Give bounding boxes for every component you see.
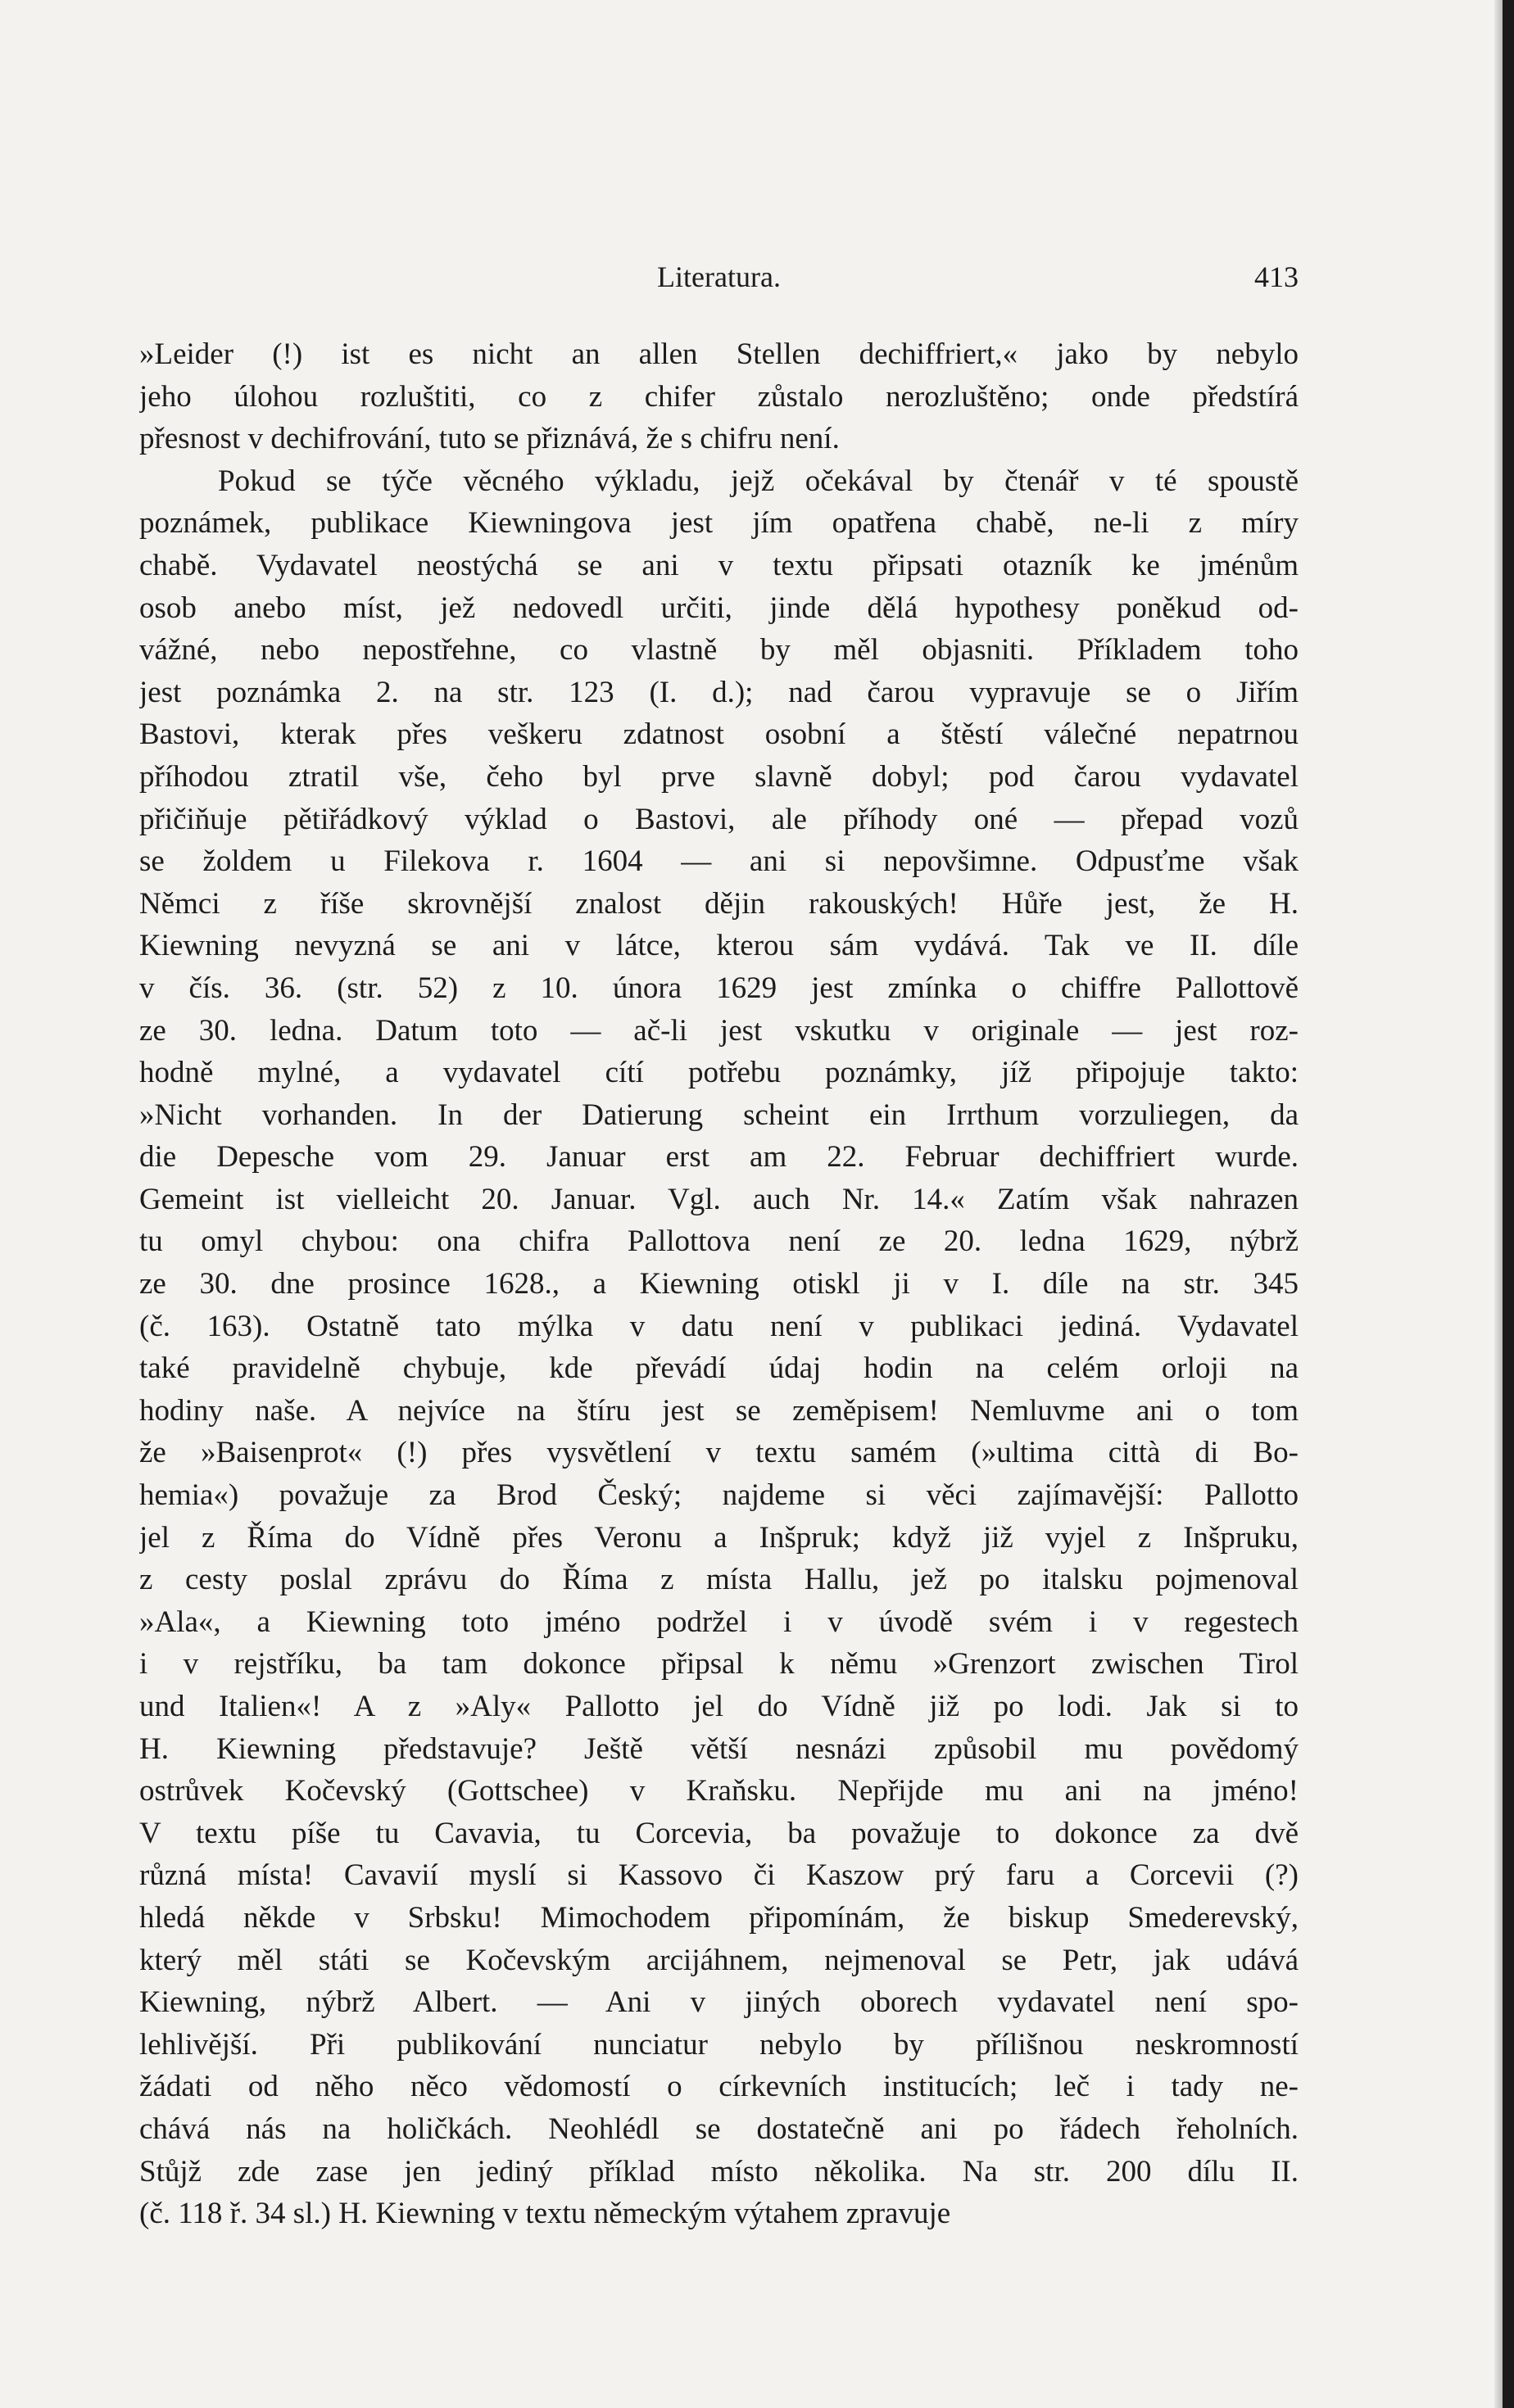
text-line: Stůjž zde zase jen jediný příklad místo několika. Na str. 200 dílu II. xyxy=(139,2154,1299,2188)
text-line: hodiny naše. A nejvíce na štíru jest se zeměpisem! Nemluvme ani o tom xyxy=(139,1393,1299,1428)
page-edge xyxy=(1503,0,1514,2408)
text-line: chává nás na holičkách. Neohlédl se dostatečně ani po řádech řeholních. xyxy=(139,2112,1299,2146)
text-line: jel z Říma do Vídně přes Veronu a Inšpruk; když již vyjel z Inšpruku, xyxy=(139,1520,1299,1555)
text-line: který měl státi se Kočevským arcijáhnem, nejmenoval se Petr, jak udává xyxy=(139,1943,1299,1977)
text-line: ze 30. dne prosince 1628., a Kiewning otiskl ji v I. díle na str. 345 xyxy=(139,1267,1299,1301)
text-line: ostrůvek Kočevský (Gottschee) v Kraňsku. Nepřijde mu ani na jméno! xyxy=(139,1774,1299,1808)
text-line: osob anebo míst, jež nedovedl určiti, jinde dělá hypothesy poněkud od- xyxy=(139,591,1299,625)
text-line: (č. 118 ř. 34 sl.) H. Kiewning v textu německým výtahem zpravuje xyxy=(139,2197,951,2231)
text-line: Gemeint ist vielleicht 20. Januar. Vgl. auch Nr. 14.« Zatím však nahrazen xyxy=(139,1182,1299,1216)
text-line: různá místa! Cavavií myslí si Kassovo či Kaszow prý faru a Corcevii (?) xyxy=(139,1858,1299,1893)
text-line: die Depesche vom 29. Januar erst am 22. Februar dechiffriert wurde. xyxy=(139,1140,1299,1175)
text-line: příhodou ztratil vše, čeho byl prve slavně dobyl; pod čarou vydavatel xyxy=(139,759,1299,794)
text-line: und Italien«! A z »Aly« Pallotto jel do Vídně již po lodi. Jak si to xyxy=(139,1690,1299,1723)
text-line: ze 30. ledna. Datum toto — ač-li jest vskutku v originale — jest roz- xyxy=(139,1013,1299,1048)
text-line: V textu píše tu Cavavia, tu Corcevia, ba považuje to dokonce za dvě xyxy=(139,1816,1299,1850)
running-head xyxy=(139,256,1299,297)
text-line: tu omyl chybou: ona chifra Pallottova není ze 20. ledna 1629, nýbrž xyxy=(139,1224,1299,1259)
text-line: že »Baisenprot« (!) přes vysvětlení v textu samém (»ultima città di Bo- xyxy=(139,1436,1299,1470)
text-line: jeho úlohou rozluštiti, co z chifer zůstalo nerozluštěno; onde předstírá xyxy=(139,379,1299,414)
text-line: »Ala«, a Kiewning toto jméno podržel i v úvodě svém i v regestech xyxy=(139,1605,1299,1639)
text-line: hledá někde v Srbsku! Mimochodem připomínám, že biskup Smederevský, xyxy=(139,1900,1299,1935)
text-line: vážné, nebo nepostřehne, co vlastně by měl objasniti. Příkladem toho xyxy=(139,633,1299,668)
text-line: přičiňuje pětiřádkový výklad o Bastovi, ale příhody oné — přepad vozů xyxy=(139,802,1299,836)
text-line: Kiewning, nýbrž Albert. — Ani v jiných oborech vydavatel není spo- xyxy=(139,1985,1299,2020)
text-line: se žoldem u Filekova r. 1604 — ani si nepovšimne. Odpusťme však xyxy=(139,844,1299,879)
text-line: hodně mylné, a vydavatel cítí potřebu poznámky, jíž připojuje takto: xyxy=(139,1056,1299,1090)
text-line: také pravidelně chybuje, kde převádí údaj hodin na celém orloji na xyxy=(139,1351,1299,1386)
text-line: »Leider (!) ist es nicht an allen Stellen dechiffriert,« jako by nebylo xyxy=(139,337,1299,371)
text-line: přesnost v dechifrování, tuto se přiznává, že s chifru není. xyxy=(139,422,840,456)
text-line: Pokud se týče věcného výkladu, jejž očekával by čtenář v té spoustě xyxy=(218,464,1299,498)
text-line: Němci z říše skrovnější znalost dějin rakouských! Hůře jest, že H. xyxy=(139,886,1299,921)
page-edge-shadow xyxy=(1494,0,1503,2408)
page-number: 413 xyxy=(1254,260,1299,293)
running-title: Literatura. xyxy=(657,260,781,293)
text-line: (č. 163). Ostatně tato mýlka v datu není v publikaci jediná. Vydavatel xyxy=(139,1309,1299,1343)
body-text xyxy=(139,333,1299,2235)
text-line: lehlivější. Při publikování nunciatur nebylo by přílišnou neskromností xyxy=(139,2027,1299,2062)
text-line: H. Kiewning představuje? Ještě větší nesnázi způsobil mu povědomý xyxy=(139,1731,1299,1766)
text-line: hemia«) považuje za Brod Český; najdeme si věci zajímavější: Pallotto xyxy=(139,1478,1299,1513)
text-line: Bastovi, kterak přes veškeru zdatnost osobní a štěstí válečné nepatrnou xyxy=(139,717,1299,752)
text-line: »Nicht vorhanden. In der Datierung scheint ein Irrthum vorzuliegen, da xyxy=(139,1098,1299,1132)
text-line: v čís. 36. (str. 52) z 10. února 1629 jest zmínka o chiffre Pallottově xyxy=(139,971,1299,1005)
text-line: Kiewning nevyzná se ani v látce, kterou sám vydává. Tak ve II. díle xyxy=(139,929,1299,963)
text-line: z cesty poslal zprávu do Říma z místa Hallu, jež po italsku pojmenoval xyxy=(139,1563,1299,1597)
text-line: poznámek, publikace Kiewningova jest jím opatřena chabě, ne-li z míry xyxy=(139,506,1299,541)
text-line: i v rejstříku, ba tam dokonce připsal k němu »Grenzort zwischen Tirol xyxy=(139,1647,1299,1682)
text-line: jest poznámka 2. na str. 123 (I. d.); nad čarou vypravuje se o Jiřím xyxy=(139,675,1299,709)
text-line: žádati od něho něco vědomostí o církevních institucích; leč i tady ne- xyxy=(139,2070,1299,2104)
text-line: chabě. Vydavatel neostýchá se ani v textu připsati otazník ke jménům xyxy=(139,548,1299,582)
